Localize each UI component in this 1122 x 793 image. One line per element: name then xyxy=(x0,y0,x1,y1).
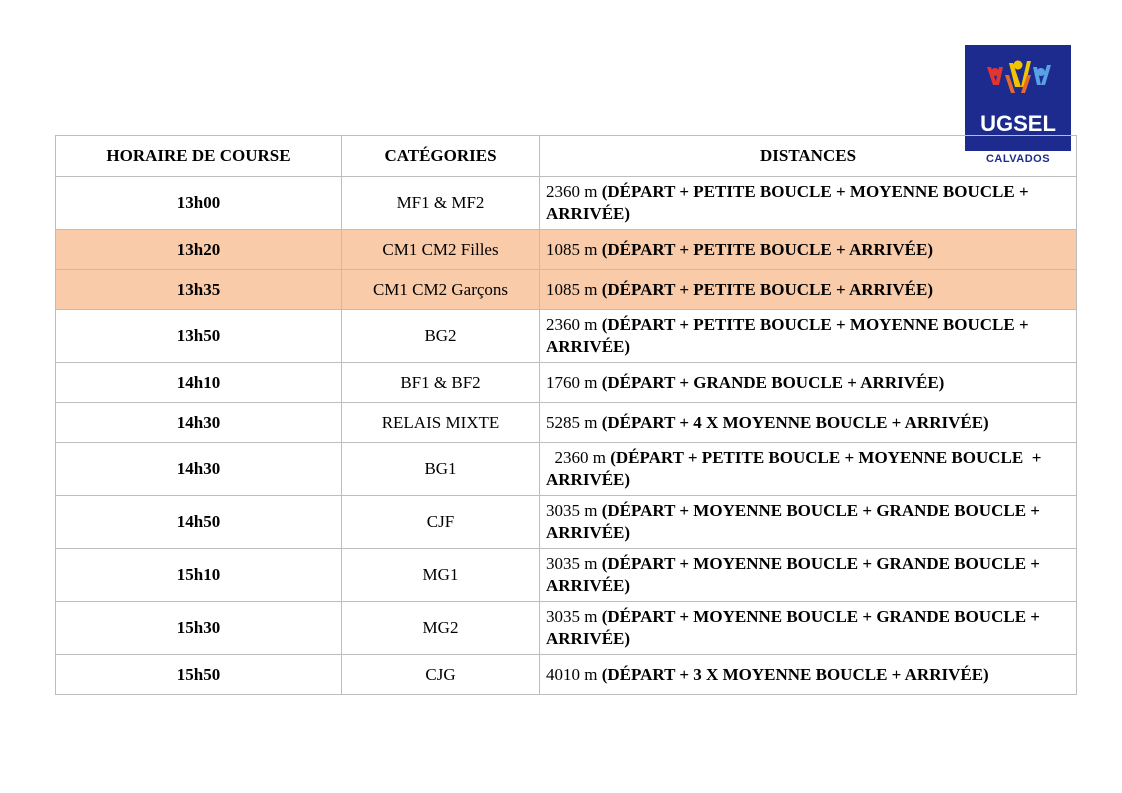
distance-value: 2360 m xyxy=(546,182,598,201)
cell-category: RELAIS MIXTE xyxy=(342,403,540,443)
cell-category: BG1 xyxy=(342,443,540,496)
cell-time: 14h10 xyxy=(56,363,342,403)
distance-value: 5285 m xyxy=(546,412,598,432)
distance-value: 1760 m xyxy=(546,372,598,392)
header-time: HORAIRE DE COURSE xyxy=(56,136,342,177)
cell-distance xyxy=(540,403,1077,443)
table-row xyxy=(56,363,1077,403)
table-row xyxy=(56,443,1077,496)
table-row xyxy=(56,310,1077,363)
distance-value: 2360 m xyxy=(546,315,598,334)
distance-value: 1085 m xyxy=(546,279,598,299)
cell-category: MG1 xyxy=(342,549,540,602)
cell-category: CJG xyxy=(342,655,540,695)
route-text: (DÉPART + MOYENNE BOUCLE + GRANDE BOUCLE + ARRIVÉE) xyxy=(546,607,1040,648)
distance-value: 2360 m xyxy=(546,448,606,467)
cell-time: 14h50 xyxy=(56,496,342,549)
route-text: (DÉPART + PETITE BOUCLE + MOYENNE BOUCLE + ARRIVÉE) xyxy=(546,182,1029,223)
route-text: (DÉPART + PETITE BOUCLE + ARRIVÉE) xyxy=(601,239,934,259)
route-text: (DÉPART + GRANDE BOUCLE + ARRIVÉE) xyxy=(601,372,945,392)
distance-value: 3035 m xyxy=(546,554,598,573)
cell-category: MF1 & MF2 xyxy=(342,177,540,230)
cell-distance xyxy=(540,310,1077,363)
route-text: (DÉPART + PETITE BOUCLE + ARRIVÉE) xyxy=(601,279,934,299)
route-text: (DÉPART + PETITE BOUCLE + MOYENNE BOUCLE + ARRIVÉE) xyxy=(546,448,1045,489)
header-category: CATÉGORIES xyxy=(342,136,540,177)
cell-distance xyxy=(540,655,1077,695)
table-row xyxy=(56,655,1077,695)
cell-distance xyxy=(540,496,1077,549)
cell-distance xyxy=(540,549,1077,602)
table-row xyxy=(56,177,1077,230)
cell-distance xyxy=(540,363,1077,403)
cell-category: BF1 & BF2 xyxy=(342,363,540,403)
logo-region: CALVADOS xyxy=(985,153,1051,165)
cell-category: BG2 xyxy=(342,310,540,363)
logo-brand: UGSEL xyxy=(980,111,1056,136)
cell-time: 15h10 xyxy=(56,549,342,602)
cell-distance xyxy=(540,230,1077,270)
cell-category: CM1 CM2 Garçons xyxy=(342,270,540,310)
cell-time: 15h30 xyxy=(56,602,342,655)
table-row xyxy=(56,403,1077,443)
schedule-table xyxy=(55,135,1077,695)
table-row xyxy=(56,496,1077,549)
table-row xyxy=(56,230,1077,270)
cell-time: 13h20 xyxy=(56,230,342,270)
route-text: (DÉPART + PETITE BOUCLE + MOYENNE BOUCLE + ARRIVÉE) xyxy=(546,315,1029,356)
cell-distance xyxy=(540,443,1077,496)
route-text: (DÉPART + 4 X MOYENNE BOUCLE + ARRIVÉE) xyxy=(601,412,989,432)
table-row xyxy=(56,270,1077,310)
distance-value: 3035 m xyxy=(546,607,598,626)
cell-time: 14h30 xyxy=(56,443,342,496)
cell-time: 14h30 xyxy=(56,403,342,443)
cell-category: CM1 CM2 Filles xyxy=(342,230,540,270)
cell-time: 15h50 xyxy=(56,655,342,695)
distance-value: 4010 m xyxy=(546,664,598,684)
route-text: (DÉPART + 3 X MOYENNE BOUCLE + ARRIVÉE) xyxy=(601,664,989,684)
cell-category: MG2 xyxy=(342,602,540,655)
header-distance: DISTANCES xyxy=(540,136,1077,177)
cell-time: 13h00 xyxy=(56,177,342,230)
cell-time: 13h50 xyxy=(56,310,342,363)
table-row xyxy=(56,602,1077,655)
table-row xyxy=(56,549,1077,602)
distance-value: 1085 m xyxy=(546,239,598,259)
cell-distance xyxy=(540,270,1077,310)
cell-category: CJF xyxy=(342,496,540,549)
header-row xyxy=(56,136,1077,177)
distance-value: 3035 m xyxy=(546,501,598,520)
cell-distance xyxy=(540,177,1077,230)
cell-time: 13h35 xyxy=(56,270,342,310)
cell-distance xyxy=(540,602,1077,655)
route-text: (DÉPART + MOYENNE BOUCLE + GRANDE BOUCLE + ARRIVÉE) xyxy=(546,501,1040,542)
route-text: (DÉPART + MOYENNE BOUCLE + GRANDE BOUCLE + ARRIVÉE) xyxy=(546,554,1040,595)
